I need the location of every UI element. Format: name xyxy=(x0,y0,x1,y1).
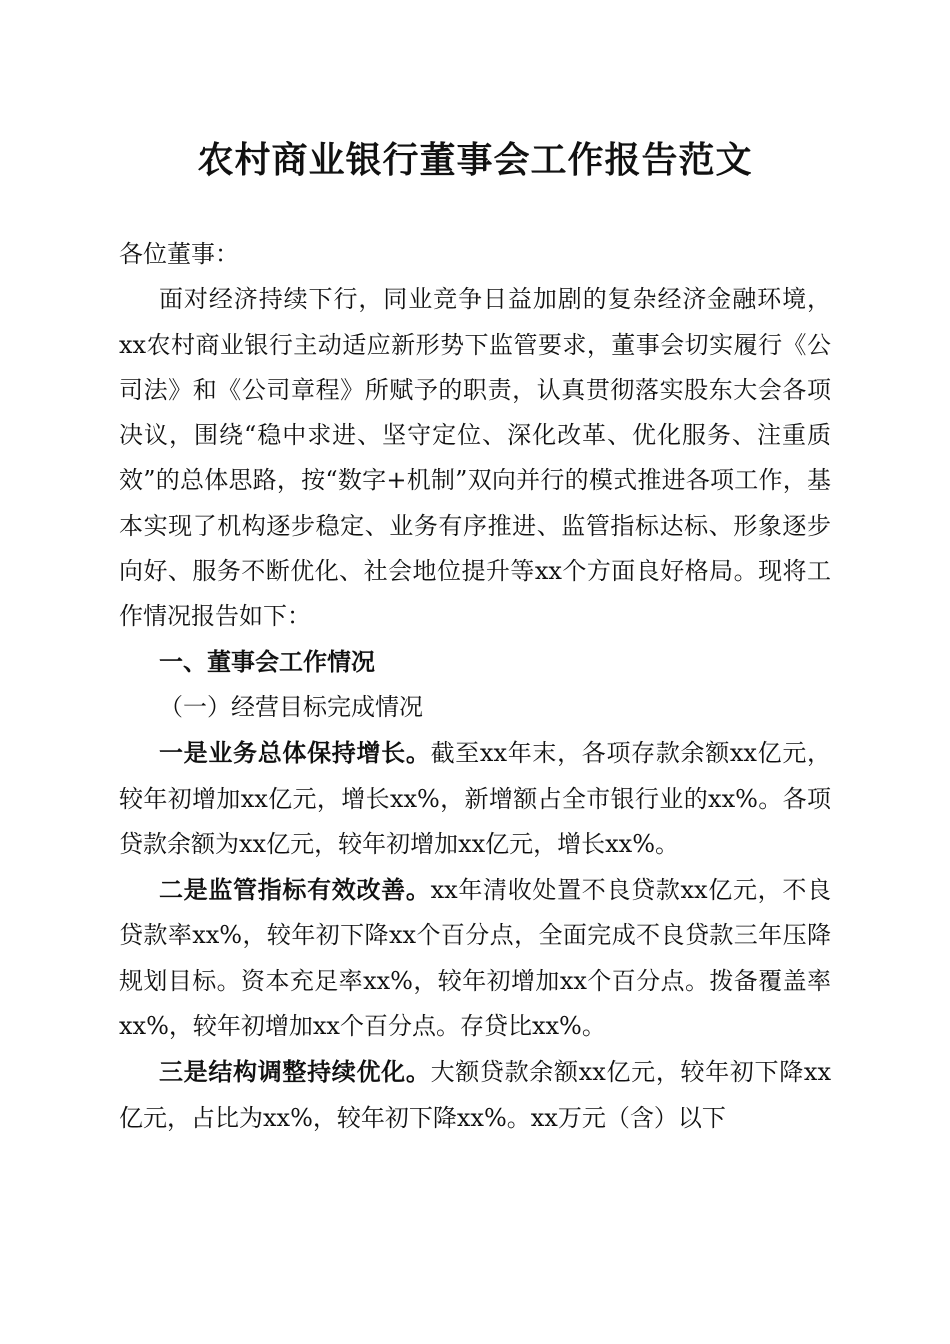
subsection-heading: （一）经营目标完成情况 xyxy=(159,692,423,721)
paragraph-text: 截至xx年末，各项存款余额xx亿元，较年初增加xx亿元，增长xx%，新增额占全市银行业的xx%。各项贷款余额为xx亿元，较年初增加xx亿元，增长xx%。 xyxy=(119,739,832,858)
paragraph-structure-adjustment xyxy=(119,1049,831,1141)
paragraph-business-growth xyxy=(119,730,831,867)
salutation: 各位董事： xyxy=(119,240,239,268)
intro-paragraph: 面对经济持续下行，同业竞争日益加剧的复杂经济金融环境，xx农村商业银行主动适应新形势下监管要求，董事会切实履行《公司法》和《公司章程》所赋予的职责，认真贯彻落实股东大会各项决议，围绕“稳中求进、坚守定位、深化改革、优化服务、注重质效”的总体思路，按“数字+机制”双向并行的模式推进各项工作，基本实现了机构逐步稳定、业务有序推进、监管指标达标、形象逐步向好、服务不断优化、社会地位提升等xx个方面良好格局。现将工作情况报告如下： xyxy=(119,285,831,631)
paragraph-lead: 一是业务总体保持增长。 xyxy=(159,738,431,768)
paragraph-text: xx年清收处置不良贷款xx亿元，不良贷款率xx%，较年初下降xx个百分点，全面完成不良贷款三年压降规划目标。资本充足率xx%，较年初增加xx个百分点。拨备覆盖率xx%，较年初增加xx个百分点。存贷比xx%。 xyxy=(119,876,832,1041)
paragraph-regulatory-indicators xyxy=(119,867,831,1049)
paragraph-text: 大额贷款余额xx亿元，较年初下降xx亿元，占比为xx%，较年初下降xx%。xx万元（含）以下 xyxy=(119,1058,832,1132)
document-body xyxy=(119,232,831,1141)
paragraph-lead: 三是结构调整持续优化。 xyxy=(159,1057,431,1087)
document-title: 农村商业银行董事会工作报告范文 xyxy=(197,139,753,181)
section-heading: 一、董事会工作情况 xyxy=(159,647,375,676)
paragraph-lead: 二是监管指标有效改善。 xyxy=(159,875,431,905)
